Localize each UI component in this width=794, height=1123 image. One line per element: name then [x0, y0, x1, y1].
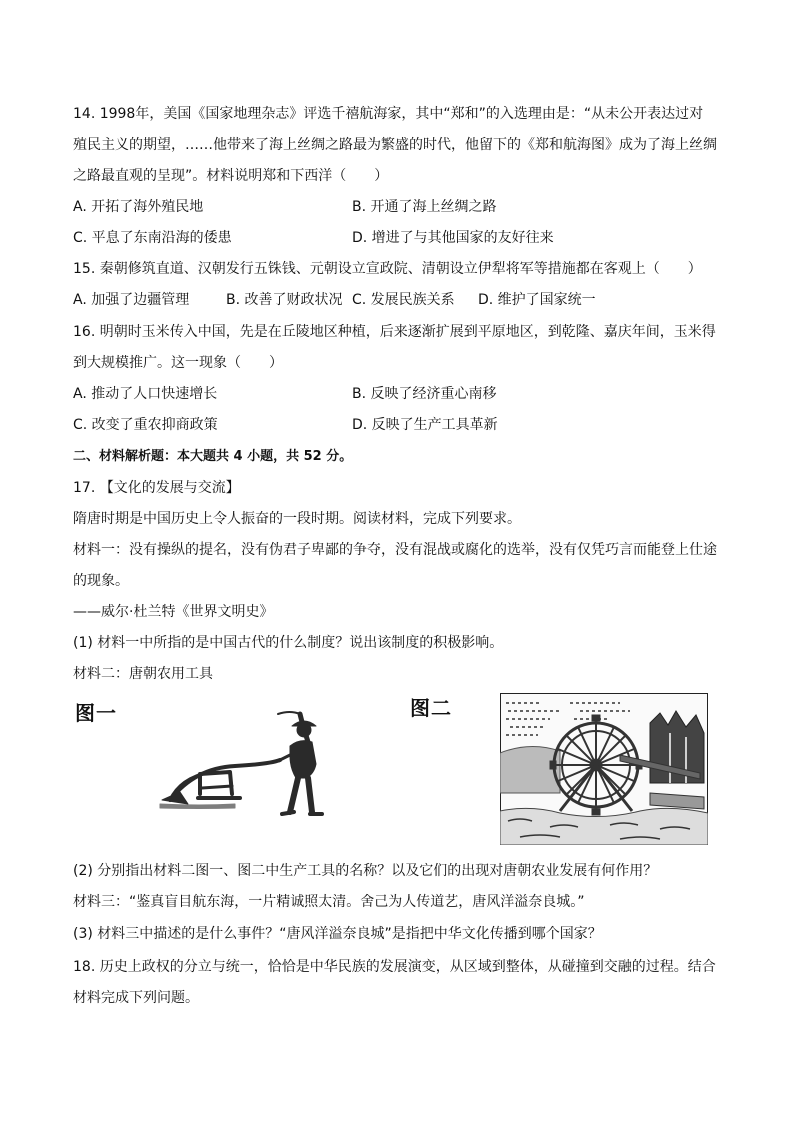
plough-illustration [140, 708, 340, 828]
q15-option-c: C. 发展民族关系 [352, 292, 455, 308]
q17-material1-line1: 材料一：没有操纵的提名，没有伪君子卑鄙的争夺，没有混战或腐化的选举，没有仅凭巧言而能登上仕途 [73, 542, 717, 558]
q15-stem: 15. 秦朝修筑直道、汉朝发行五铢钱、元朝设立宣政院、清朝设立伊犁将军等措施都在客观上（ ） [73, 261, 702, 277]
q16-option-d: D. 反映了生产工具革新 [352, 417, 498, 433]
q15-option-d: D. 维护了国家统一 [478, 292, 596, 308]
q14-option-d: D. 增进了与其他国家的友好往来 [352, 230, 554, 246]
q14-stem-line1: 14. 1998年，美国《国家地理杂志》评选千禧航海家，其中“郑和”的入选理由是：“从未公开表达过对 [73, 106, 704, 122]
section-heading: 二、材料解析题：本大题共 4 小题，共 52 分。 [73, 449, 353, 464]
q17-subq1: (1) 材料一中所指的是中国古代的什么制度？说出该制度的积极影响。 [73, 635, 504, 651]
figure2-label: 图二 [410, 696, 452, 720]
q17-intro: 隋唐时期是中国历史上令人振奋的一段时期。阅读材料，完成下列要求。 [73, 511, 521, 527]
q17-source: ——威尔·杜兰特《世界文明史》 [73, 604, 274, 620]
q16-stem-line2: 到大规模推广。这一现象（ ） [73, 355, 283, 371]
q14-option-a: A. 开拓了海外殖民地 [73, 199, 204, 215]
q17-material3: 材料三：“鉴真盲目航东海，一片精诚照太清。舍己为人传道艺，唐风洋溢奈良城。” [73, 894, 585, 910]
q14-option-c: C. 平息了东南沿海的倭患 [73, 230, 232, 246]
q14-option-b: B. 开通了海上丝绸之路 [352, 199, 497, 215]
q17-material1-line2: 的现象。 [73, 573, 129, 589]
q15-option-b: B. 改善了财政状况 [226, 292, 343, 308]
q18-stem-line2: 材料完成下列问题。 [73, 990, 199, 1006]
q17-subq3: (3) 材料三中描述的是什么事件？“唐风洋溢奈良城”是指把中华文化传播到哪个国家？ [73, 926, 602, 942]
q17-title: 17. 【文化的发展与交流】 [73, 480, 240, 496]
q16-option-a: A. 推动了人口快速增长 [73, 386, 218, 402]
q16-stem-line1: 16. 明朝时玉米传入中国，先是在丘陵地区种植，后来逐渐扩展到平原地区，到乾隆、嘉庆年间，玉米得 [73, 324, 716, 340]
q14-stem-line2: 殖民主义的期望，……他带来了海上丝绸之路最为繁盛的时代，他留下的《郑和航海图》成为了海上丝绸 [73, 137, 717, 153]
figure1-label: 图一 [75, 701, 117, 725]
q14-stem-line3: 之路最直观的呈现”。材料说明郑和下西洋（ ） [73, 168, 389, 184]
q16-option-c: C. 改变了重农抑商政策 [73, 417, 218, 433]
q17-subq2: (2) 分别指出材料二图一、图二中生产工具的名称？以及它们的出现对唐朝农业发展有何作用？ [73, 863, 658, 879]
q16-option-b: B. 反映了经济重心南移 [352, 386, 497, 402]
q15-option-a: A. 加强了边疆管理 [73, 292, 190, 308]
waterwheel-illustration [500, 693, 708, 845]
q17-material2: 材料二：唐朝农用工具 [73, 666, 213, 682]
q18-stem-line1: 18. 历史上政权的分立与统一，恰恰是中华民族的发展演变，从区域到整体，从碰撞到交融的过程。结合 [73, 959, 716, 975]
